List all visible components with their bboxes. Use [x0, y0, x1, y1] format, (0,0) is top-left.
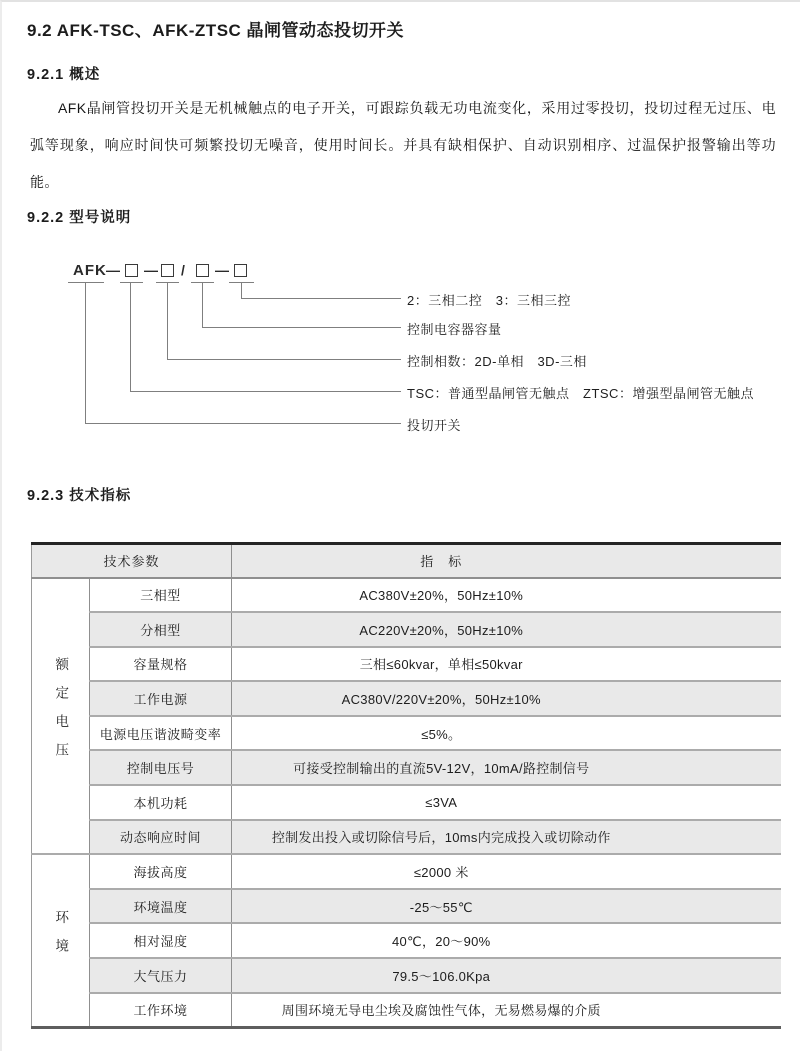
param-cell: 本机功耗: [90, 785, 232, 820]
value-cell: AC380V±20%，50Hz±10%: [232, 578, 781, 613]
page-title: 9.2 AFK-TSC、AFK-ZTSC 晶闸管动态投切开关: [27, 21, 405, 40]
model-code-separator: —: [215, 262, 229, 278]
model-code-separator: /: [181, 262, 185, 278]
section-heading-model: 9.2.2 型号说明: [27, 210, 132, 226]
value-cell: 周围环境无导电尘埃及腐蚀性气体，无易燃易爆的介质: [232, 993, 781, 1028]
value-cell: 控制发出投入或切除信号后，10ms内完成投入或切除动作: [232, 820, 781, 855]
table-row: [32, 854, 781, 889]
model-code-box: [196, 264, 209, 277]
table-row: [32, 958, 781, 993]
param-cell: 海拔高度: [90, 854, 232, 889]
table-row: [32, 647, 781, 682]
param-cell: 控制电压号: [90, 750, 232, 785]
table-row: [32, 612, 781, 647]
param-cell: 分相型: [90, 612, 232, 647]
value-cell: 可接受控制输出的直流5V-12V，10mA/路控制信号: [232, 750, 781, 785]
table-row: [32, 578, 781, 613]
diagram-connector-line: [85, 283, 401, 424]
table-row: [32, 993, 781, 1028]
param-cell: 工作环境: [90, 993, 232, 1028]
table-row: [32, 785, 781, 820]
model-code-separator: —: [144, 262, 158, 278]
value-cell: AC220V±20%，50Hz±10%: [232, 612, 781, 647]
param-cell: 工作电源: [90, 681, 232, 716]
column-header-value: 指 标: [232, 544, 781, 578]
value-cell: ≤5%。: [232, 716, 781, 751]
value-cell: -25～55℃: [232, 889, 781, 924]
param-cell: 容量规格: [90, 647, 232, 682]
value-cell: ≤2000 米: [232, 854, 781, 889]
model-code-prefix: AFK: [73, 262, 107, 279]
column-header-param: 技术参数: [32, 544, 232, 578]
value-cell: 三相≤60kvar，单相≤50kvar: [232, 647, 781, 682]
param-cell: 动态响应时间: [90, 820, 232, 855]
model-code-separator: —: [106, 262, 120, 278]
param-cell: 电源电压谐波畸变率: [90, 716, 232, 751]
table-header-row: [32, 544, 781, 578]
group-label-rated-voltage: 额定电压: [32, 578, 90, 855]
table-row: [32, 889, 781, 924]
table-row: [32, 681, 781, 716]
section-heading-specs: 9.2.3 技术指标: [27, 488, 132, 504]
overview-paragraph: AFK晶闸管投切开关是无机械触点的电子开关，可跟踪负载无功电流变化，采用过零投切，投切过程无过压、电弧等现象，响应时间快可频繁投切无噪音，使用时间长。并具有缺相保护、自动识别相序、过温保护报警输出等功能。: [30, 100, 776, 190]
param-cell: 环境温度: [90, 889, 232, 924]
model-code-box: [125, 264, 138, 277]
param-cell: 相对湿度: [90, 923, 232, 958]
model-code-box: [234, 264, 247, 277]
table-row: [32, 820, 781, 855]
diagram-label-type: TSC：普通型晶闸管无触点 ZTSC：增强型晶闸管无触点: [407, 386, 754, 401]
diagram-label-phase-control: 2：三相二控 3：三相三控: [407, 293, 571, 308]
diagram-label-capacitor-capacity: 控制电容器容量: [407, 322, 502, 337]
section-heading-overview: 9.2.1 概述: [27, 67, 101, 83]
model-code-box: [161, 264, 174, 277]
table-row: [32, 716, 781, 751]
value-cell: ≤3VA: [232, 785, 781, 820]
diagram-label-switch: 投切开关: [407, 418, 462, 433]
param-cell: 大气压力: [90, 958, 232, 993]
group-label-environment: 环境: [32, 854, 90, 1027]
value-cell: 79.5～106.0Kpa: [232, 958, 781, 993]
model-code-diagram: [2, 257, 800, 442]
table-row: [32, 923, 781, 958]
table-row: [32, 750, 781, 785]
param-cell: 三相型: [90, 578, 232, 613]
value-cell: 40℃，20～90%: [232, 923, 781, 958]
value-cell: AC380V/220V±20%，50Hz±10%: [232, 681, 781, 716]
spec-table: [31, 542, 780, 1029]
diagram-label-phase-number: 控制相数：2D-单相 3D-三相: [407, 354, 587, 369]
